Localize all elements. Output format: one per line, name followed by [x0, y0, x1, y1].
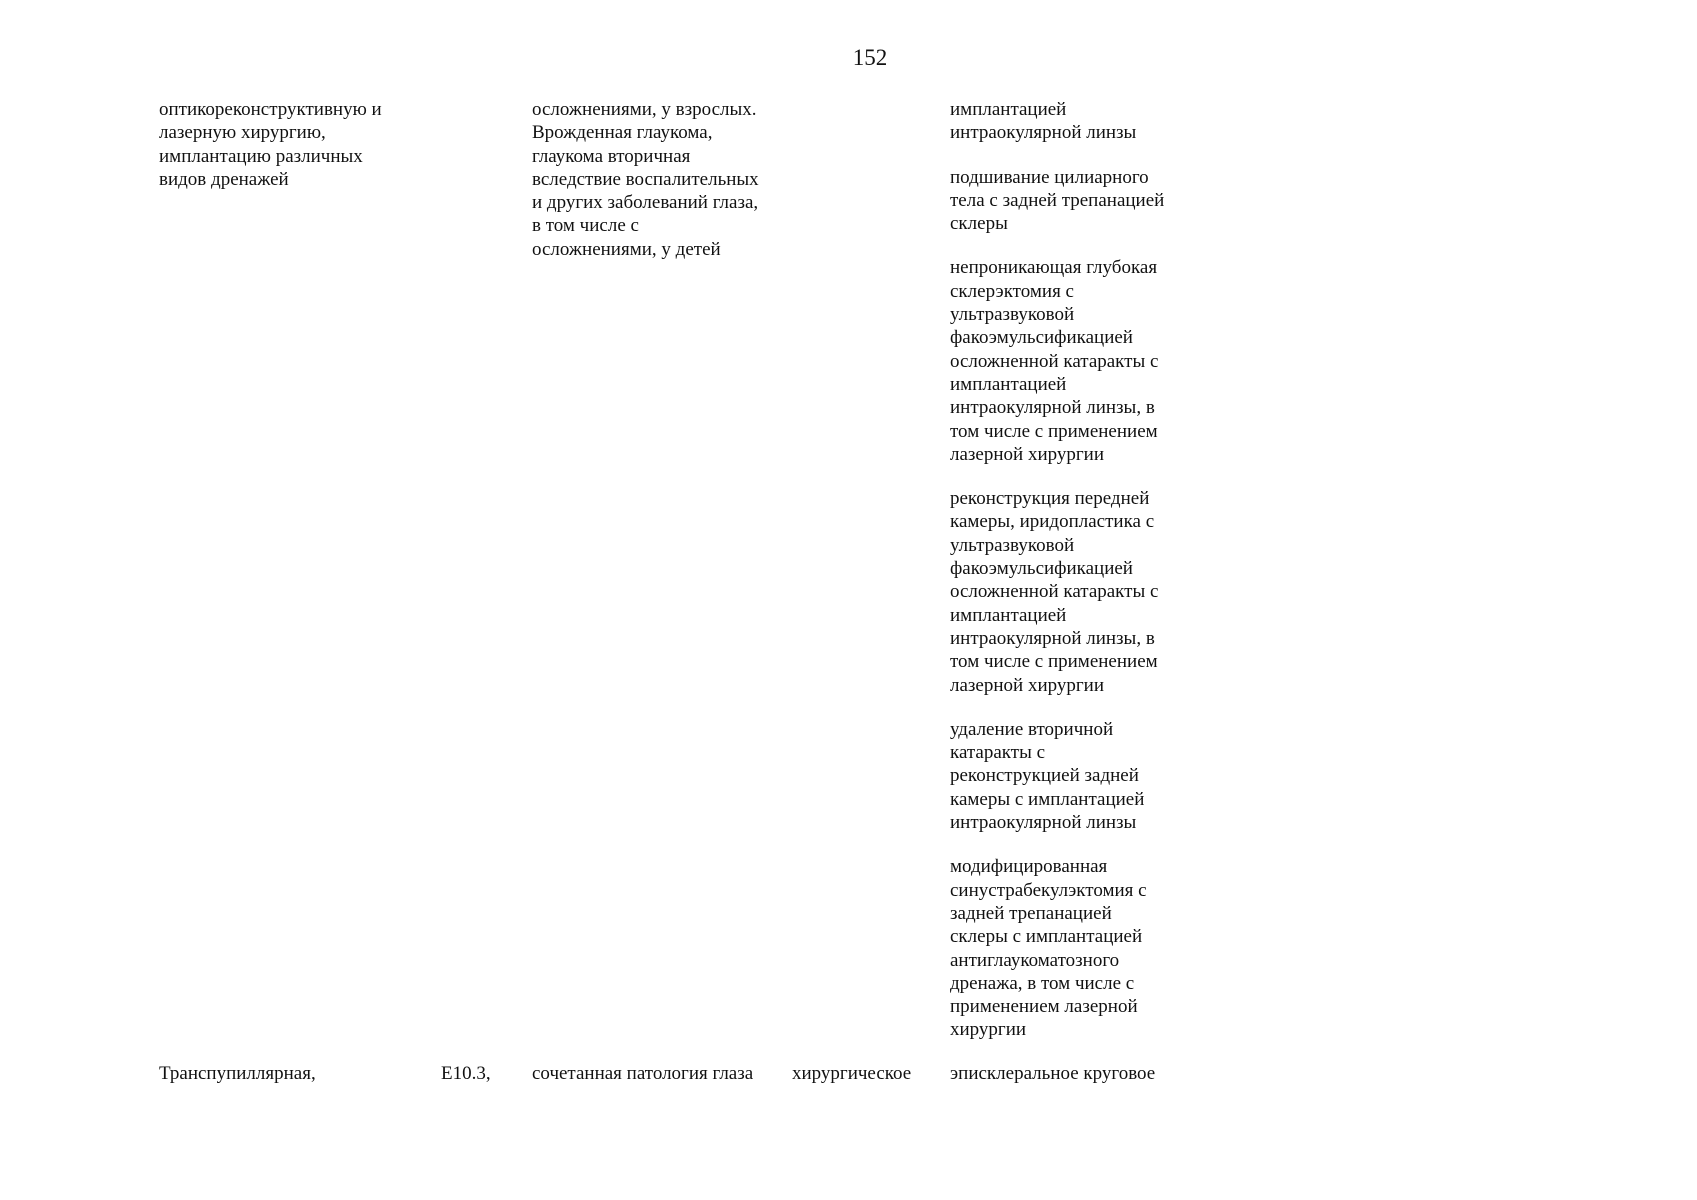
treatment-type-cell: хирургическое [792, 1063, 912, 1084]
method-cell: оптикореконструктивную и лазерную хирургию, имплантацию различных видов дренажей [159, 99, 382, 190]
procedure-item: имплантацией интраокулярной линзы [950, 99, 1137, 144]
procedure-item: удаление вторичной катаракты с реконструкцией задней камеры с имплантацией интраокулярной линзы [950, 718, 1145, 834]
diagnosis-cell: осложнениями, у взрослых. Врожденная глаукома, глаукома вторичная вследствие воспалительных и других заболеваний глаза, в том числе с осложнениями, у детей [532, 99, 759, 260]
procedure-item: модифицированная синустрабекулэктомия с задней трепанацией склеры с имплантацией антиглаукоматозного дренажа, в том числе с применением лазерной хирургии [950, 856, 1147, 1041]
procedure-item: подшивание цилиарного тела с задней трепанацией склеры [950, 166, 1165, 235]
diagnosis-cell: сочетанная патология глаза [532, 1063, 754, 1084]
code-cell: Е10.3, [441, 1063, 491, 1084]
procedure-item: реконструкция передней камеры, иридопластика с ультразвуковой факоэмульсификацией осложненной катаракты с имплантацией интраокулярной линзы, в том числе с применением лазерной хирургии [950, 488, 1159, 696]
procedure-list [950, 98, 1230, 1063]
page-number: 152 [852, 45, 888, 70]
method-cell: Транспупиллярная, [159, 1063, 316, 1084]
procedure-item: непроникающая глубокая склерэктомия с ультразвуковой факоэмульсификацией осложненной катаракты с имплантацией интраокулярной линзы, в том числе с применением лазерной хирургии [950, 257, 1159, 465]
procedure-cell: эписклеральное круговое [950, 1063, 1156, 1084]
